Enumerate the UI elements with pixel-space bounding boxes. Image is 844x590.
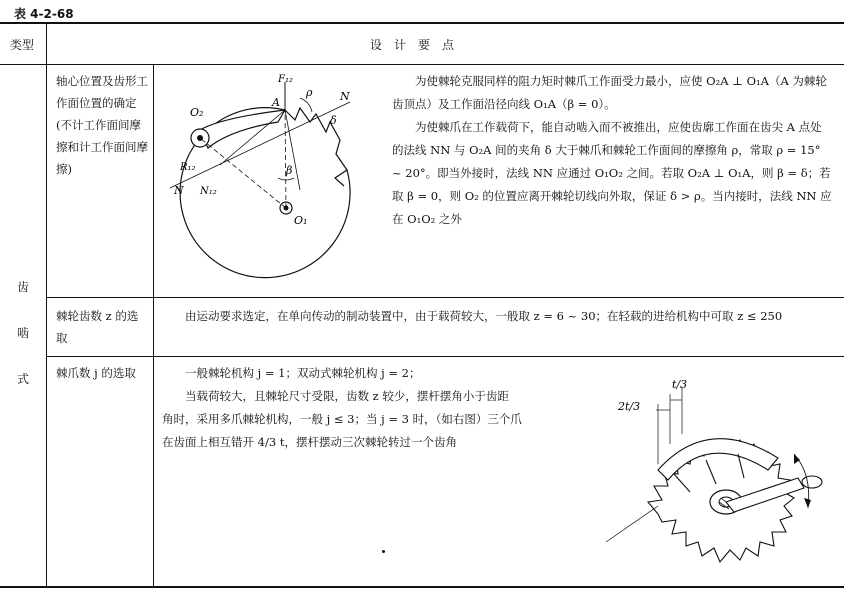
ratchet-pawl-figure <box>160 70 390 292</box>
label-n1: N <box>340 90 350 103</box>
category-char-1: 齿 <box>17 280 30 294</box>
label-o2: O₂ <box>190 106 204 119</box>
row1-paragraph-1: 为使棘轮克服同样的阻力矩时棘爪工作面受力最小，应使 O₂A ⊥ O₁A（A 为棘轮齿顶点）及工作面沿径向线 O₁A（β = 0）。 <box>392 74 827 111</box>
label-2t3: 2t/3 <box>618 400 641 413</box>
label-delta: δ <box>330 114 337 127</box>
row2-title: 棘轮齿数 z 的选取 <box>56 309 139 345</box>
header-rule <box>0 64 844 65</box>
row1-paragraph-2: 为使棘爪在工作载荷下，能自动啮入而不被推出，应使齿廓工作面在齿尖 A 点处的法线 NN 与 O₂A 间的夹角 δ 大于棘爪和棘轮工作面间的摩擦角 ρ，常取 ρ = 15° ~ 20°。即当外接时，法线 NN 应通过 O₁O₂ 之间。若取 O₂A ⊥ O₁A，则 β = δ；若取 β = 0，则 O₂ 的位置应离开棘轮切线向外取，保证 δ > ρ。当内接时，法线 NN 应在 O₁O₂ 之外 <box>392 120 832 226</box>
table-top-rule <box>0 22 844 24</box>
row3-line-3: 角时，采用多爪棘轮机构，一般 j ≤ 3；当 j = 3 时，（如右图）三个爪 <box>162 412 522 426</box>
table-caption: 表 4-2-68 <box>14 7 74 21</box>
label-n12: N₁₂ <box>200 186 217 197</box>
row3-title: 棘爪数 j 的选取 <box>56 366 136 380</box>
label-o1: O₁ <box>294 214 308 227</box>
label-rho: ρ <box>306 86 313 99</box>
row1-title: 轴心位置及齿形工作面位置的确定(不计工作面间摩擦和计工作面间摩擦) <box>56 74 148 176</box>
row1-content <box>392 70 832 231</box>
row3-content <box>162 362 602 454</box>
header-content: 设 计 要 点 <box>370 38 455 52</box>
col-divider-2 <box>153 64 154 587</box>
design-table <box>0 22 844 588</box>
label-f12: F₁₂ <box>278 74 293 85</box>
row2-content <box>162 305 832 328</box>
table-bottom-rule <box>0 586 844 588</box>
row2-paragraph: 由运动要求选定，在单向传动的制动装置中，由于载荷较大，一般取 z = 6 ~ 30；在轻载的进给机构中可取 z ≤ 250 <box>185 309 783 323</box>
row1-rule <box>46 297 844 298</box>
label-beta: β <box>286 164 293 177</box>
label-n2: N <box>174 184 184 197</box>
stray-dot <box>382 550 385 553</box>
category-char-2: 啮 <box>17 326 30 340</box>
category-char-3: 式 <box>17 372 30 386</box>
multi-pawl-figure <box>598 374 834 570</box>
row2-rule <box>46 356 844 357</box>
row3-line-2: 当载荷较大，且棘轮尺寸受限，齿数 z 较少，摆杆摆角小于齿距 <box>185 389 509 403</box>
label-a: A <box>272 96 280 109</box>
col-divider-1 <box>46 22 47 588</box>
row3-line-1: 一般棘轮机构 j = 1；双动式棘轮机构 j = 2； <box>185 366 421 380</box>
header-type: 类型 <box>10 38 35 52</box>
label-t3: t/3 <box>672 378 688 391</box>
row3-line-4: 在齿面上相互错开 4/3 t，摆杆摆动三次棘轮转过一个齿角 <box>162 435 457 449</box>
label-r12: R₁₂ <box>180 162 196 173</box>
